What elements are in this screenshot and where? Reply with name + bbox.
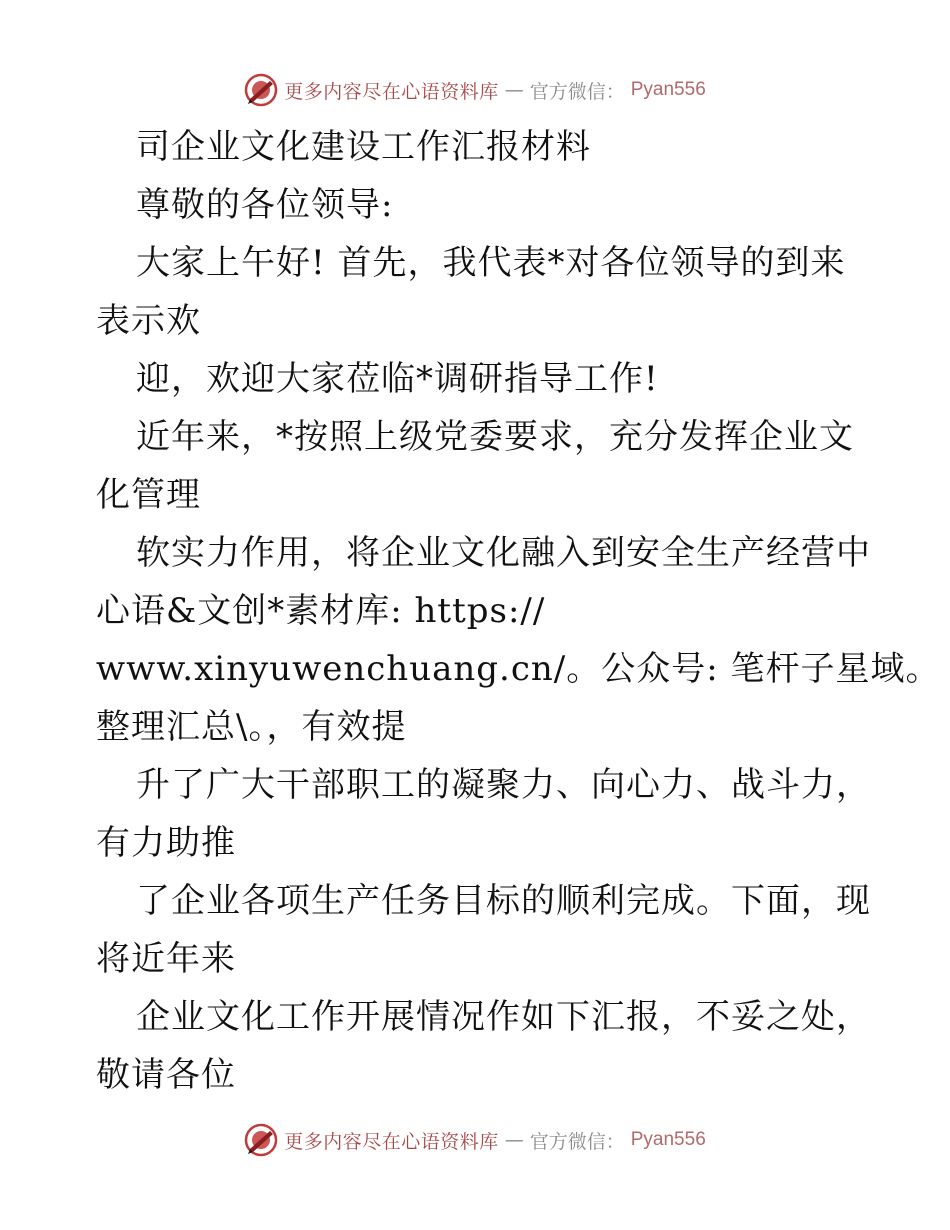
header-dash: — bbox=[504, 79, 524, 101]
paragraph-line: 近年来，*按照上级党委要求，充分发挥企业文 bbox=[136, 417, 854, 457]
pen-logo-icon bbox=[244, 1123, 278, 1157]
salutation: 尊敬的各位领导: bbox=[136, 185, 394, 225]
paragraph-line: www.xinyuwenchuang.cn/。公众号: 笔杆子星域。 bbox=[96, 649, 941, 689]
footer-official-label: 官方微信： bbox=[529, 1130, 625, 1153]
footer-dash: — bbox=[504, 1129, 524, 1151]
header-wechat-id: Pyan556 bbox=[630, 79, 706, 100]
document-body bbox=[96, 118, 941, 1104]
paragraph-line: 大家上午好! 首先，我代表*对各位领导的到来 bbox=[136, 243, 846, 283]
header-brand-text: 更多内容尽在心语资料库 bbox=[284, 80, 499, 103]
footer-brand-text: 更多内容尽在心语资料库 bbox=[284, 1130, 499, 1153]
header-banner bbox=[0, 70, 950, 110]
paragraph-line: 表示欢 bbox=[96, 301, 201, 341]
header-official-label: 官方微信： bbox=[529, 80, 625, 103]
paragraph-line: 化管理 bbox=[96, 475, 201, 515]
document-title: 司企业文化建设工作汇报材料 bbox=[136, 127, 591, 167]
paragraph-line: 敬请各位 bbox=[96, 1055, 236, 1095]
paragraph-line: 了企业各项生产任务目标的顺利完成。下面，现 bbox=[136, 881, 871, 921]
footer-banner bbox=[0, 1120, 950, 1160]
paragraph-line: 有力助推 bbox=[96, 823, 236, 863]
paragraph-line: 迎，欢迎大家莅临*调研指导工作! bbox=[136, 359, 659, 399]
paragraph-line: 将近年来 bbox=[96, 939, 236, 979]
paragraph-line: 企业文化工作开展情况作如下汇报，不妥之处， bbox=[136, 997, 871, 1037]
pen-logo-icon bbox=[244, 73, 278, 107]
paragraph-line: 升了广大干部职工的凝聚力、向心力、战斗力， bbox=[136, 765, 871, 805]
paragraph-line: 软实力作用，将企业文化融入到安全生产经营中 bbox=[136, 533, 871, 573]
footer-wechat-id: Pyan556 bbox=[630, 1129, 706, 1150]
paragraph-line: 整理汇总\。，有效提 bbox=[96, 707, 407, 747]
paragraph-line: 心语&文创*素材库: https:// bbox=[96, 591, 546, 631]
